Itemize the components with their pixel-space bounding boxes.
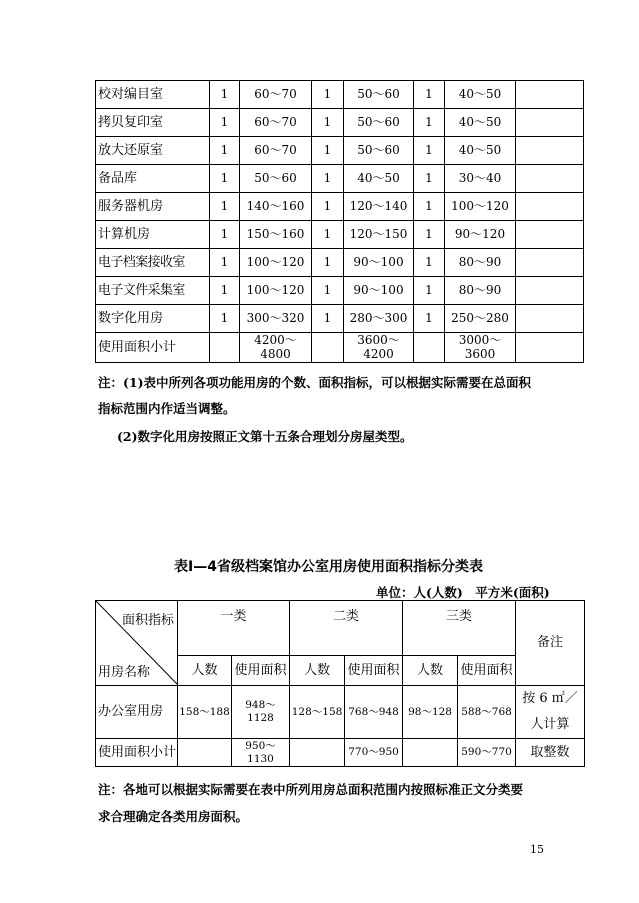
table-row xyxy=(96,221,584,249)
office-area-classification-table xyxy=(95,600,585,767)
class3-count: 1 xyxy=(414,277,445,305)
class3-count xyxy=(414,333,445,363)
subtotal-remark: 取整数 xyxy=(516,739,585,767)
table-row xyxy=(96,305,584,333)
table-row xyxy=(96,277,584,305)
class1-people: 158～188 xyxy=(178,686,232,739)
room-name: 服务器机房 xyxy=(96,193,210,221)
class1-count: 1 xyxy=(210,305,240,333)
class3-count: 1 xyxy=(414,81,445,109)
class1-count: 1 xyxy=(210,109,240,137)
class3-area: 100～120 xyxy=(445,193,516,221)
class1-area: 50～60 xyxy=(240,165,312,193)
class2-count: 1 xyxy=(312,277,344,305)
class1-area: 100～120 xyxy=(240,249,312,277)
class1-count: 1 xyxy=(210,193,240,221)
class3-area: 40～50 xyxy=(445,81,516,109)
room-name: 放大还原室 xyxy=(96,137,210,165)
class1-count: 1 xyxy=(210,165,240,193)
class2-count: 1 xyxy=(312,109,344,137)
class2-count: 1 xyxy=(312,81,344,109)
class2-count: 1 xyxy=(312,137,344,165)
note2-line1: 注：各地可以根据实际需要在表中所列用房总面积范围内按照标准正文分类要 xyxy=(98,782,524,797)
class2-area: 3600～4200 xyxy=(344,333,414,363)
class1-people-header: 人数 xyxy=(178,655,232,685)
room-name: 数字化用房 xyxy=(96,305,210,333)
class3-area: 80～90 xyxy=(445,249,516,277)
class1-count: 1 xyxy=(210,221,240,249)
class1-area-header: 使用面积 xyxy=(232,655,290,685)
class2-area: 40～50 xyxy=(344,165,414,193)
corner-area-label: 面积指标 xyxy=(121,613,174,628)
table2-title: 表Ⅰ—4省级档案馆办公室用房使用面积指标分类表 xyxy=(174,559,483,575)
class2-area: 90～100 xyxy=(344,249,414,277)
class3-area: 40～50 xyxy=(445,109,516,137)
room-name: 计算机房 xyxy=(96,221,210,249)
class3-count: 1 xyxy=(414,137,445,165)
office-room-name: 办公室用房 xyxy=(96,686,178,739)
table-row xyxy=(96,109,584,137)
class2-people-header: 人数 xyxy=(290,655,345,685)
class3-count: 1 xyxy=(414,305,445,333)
note1-line3: (2)数字化用房按照正文第十五条合理划分房屋类型。 xyxy=(117,429,413,444)
table-row xyxy=(96,739,585,767)
class3-area: 80～90 xyxy=(445,277,516,305)
table-row xyxy=(96,249,584,277)
room-name: 拷贝复印室 xyxy=(96,109,210,137)
class2-area: 50～60 xyxy=(344,137,414,165)
class2-people: 128～158 xyxy=(290,686,345,739)
table-row xyxy=(96,686,585,739)
remark xyxy=(516,277,584,305)
subtotal-class3-area: 590～770 xyxy=(458,739,516,767)
class3-area-header: 使用面积 xyxy=(458,655,516,685)
class2-area: 120～150 xyxy=(344,221,414,249)
class3-people-header: 人数 xyxy=(403,655,458,685)
table-row xyxy=(96,193,584,221)
office-remark: 按 6 ㎡／人计算 xyxy=(516,686,585,739)
class3-area: 30～40 xyxy=(445,165,516,193)
class2-area: 50～60 xyxy=(344,109,414,137)
class3-area: 588～768 xyxy=(458,686,516,739)
class1-count: 1 xyxy=(210,249,240,277)
class2-area: 768～948 xyxy=(345,686,403,739)
subtotal-class2-area: 770～950 xyxy=(345,739,403,767)
table-row xyxy=(96,333,584,363)
table-row xyxy=(96,81,584,109)
note2-line2: 求合理确定各类用房面积。 xyxy=(98,809,249,824)
room-name: 校对编目室 xyxy=(96,81,210,109)
remark xyxy=(516,249,584,277)
page-number: 15 xyxy=(530,843,544,856)
subtotal-name: 使用面积小计 xyxy=(96,739,178,767)
class1-area: 100～120 xyxy=(240,277,312,305)
remark xyxy=(516,137,584,165)
class1-count xyxy=(210,333,240,363)
remark xyxy=(516,81,584,109)
remark xyxy=(516,193,584,221)
class2-count: 1 xyxy=(312,305,344,333)
room-name: 电子文件采集室 xyxy=(96,277,210,305)
class1-area: 60～70 xyxy=(240,137,312,165)
table-row xyxy=(96,137,584,165)
class3-count: 1 xyxy=(414,165,445,193)
table2-unit: 单位：人(人数) 平方米(面积) xyxy=(376,585,550,600)
class3-count: 1 xyxy=(414,193,445,221)
room-name: 备品库 xyxy=(96,165,210,193)
class2-area: 90～100 xyxy=(344,277,414,305)
remark xyxy=(516,109,584,137)
class2-count: 1 xyxy=(312,249,344,277)
class1-count: 1 xyxy=(210,137,240,165)
corner-room-label: 用房名称 xyxy=(98,665,151,681)
diagonal-header-cell xyxy=(96,601,178,686)
class3-people: 98～128 xyxy=(403,686,458,739)
room-name: 电子档案接收室 xyxy=(96,249,210,277)
class1-header: 一类 xyxy=(178,601,290,656)
subtotal-class1-people xyxy=(178,739,232,767)
class1-area: 60～70 xyxy=(240,81,312,109)
remark xyxy=(516,221,584,249)
remark xyxy=(516,333,584,363)
class3-area: 250～280 xyxy=(445,305,516,333)
subtotal-class2-people xyxy=(290,739,345,767)
class3-area: 3000～3600 xyxy=(445,333,516,363)
class1-area: 4200～4800 xyxy=(240,333,312,363)
class3-count: 1 xyxy=(414,249,445,277)
class2-header: 二类 xyxy=(290,601,403,656)
class3-area: 90～120 xyxy=(445,221,516,249)
note1-line2: 指标范围内作适当调整。 xyxy=(98,401,236,416)
class2-count: 1 xyxy=(312,165,344,193)
remark xyxy=(516,305,584,333)
subtotal-class3-people xyxy=(403,739,458,767)
class2-count: 1 xyxy=(312,193,344,221)
table-row xyxy=(96,165,584,193)
room-name: 使用面积小计 xyxy=(96,333,210,363)
class3-count: 1 xyxy=(414,221,445,249)
class3-area: 40～50 xyxy=(445,137,516,165)
table1-body xyxy=(96,81,584,363)
class3-count: 1 xyxy=(414,109,445,137)
class1-area: 300～320 xyxy=(240,305,312,333)
class1-count: 1 xyxy=(210,277,240,305)
class3-header: 三类 xyxy=(403,601,516,656)
note1-line1: 注：(1)表中所列各项功能用房的个数、面积指标，可以根据实际需要在总面积 xyxy=(98,375,532,390)
remark-header: 备注 xyxy=(516,601,585,686)
remark xyxy=(516,165,584,193)
class1-area: 140～160 xyxy=(240,193,312,221)
class2-count: 1 xyxy=(312,221,344,249)
class2-area: 50～60 xyxy=(344,81,414,109)
class1-area: 60～70 xyxy=(240,109,312,137)
class2-area: 280～300 xyxy=(344,305,414,333)
room-area-table-continued xyxy=(95,80,584,363)
class1-count: 1 xyxy=(210,81,240,109)
class1-area: 150～160 xyxy=(240,221,312,249)
subtotal-class1-area: 950～1130 xyxy=(232,739,290,767)
class1-area: 948～1128 xyxy=(232,686,290,739)
class2-area: 120～140 xyxy=(344,193,414,221)
class2-area-header: 使用面积 xyxy=(345,655,403,685)
class2-count xyxy=(312,333,344,363)
